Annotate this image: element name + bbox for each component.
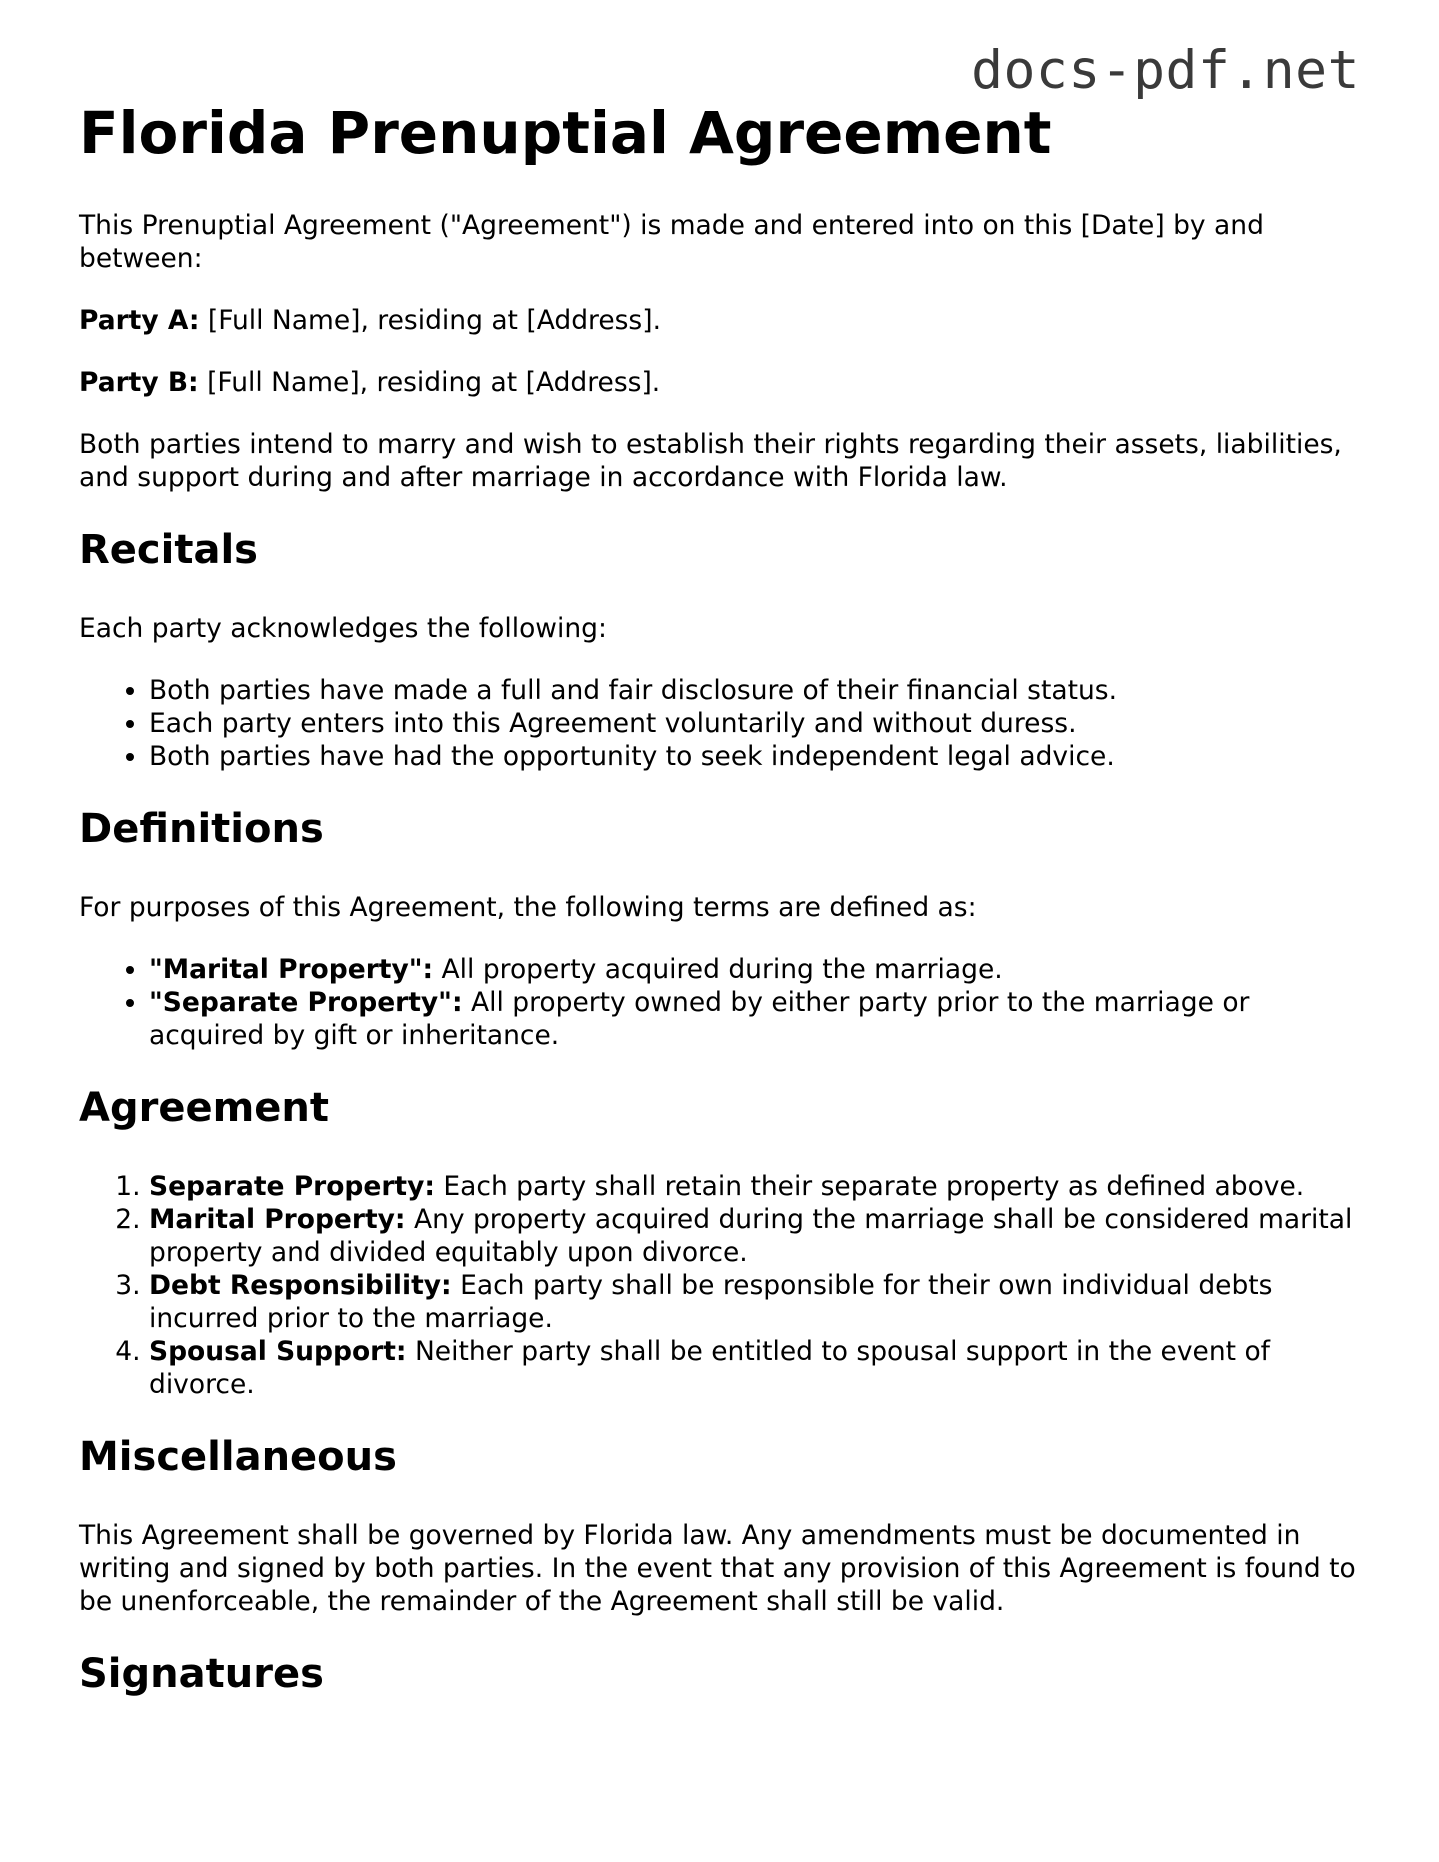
list-item	[149, 986, 1359, 1052]
definitions-lead: For purposes of this Agreement, the following terms are defined as:	[79, 891, 977, 923]
recitals-list	[79, 674, 1359, 773]
definition-text: All property owned by either party prior to the marriage or acquired by gift or inheritance.	[149, 986, 1250, 1051]
clause-text: Each party shall retain their separate property as defined above.	[434, 1170, 1305, 1202]
recitals-lead: Each party acknowledges the following:	[79, 612, 607, 644]
agreement-list	[79, 1170, 1359, 1401]
document-title: Florida Prenuptial Agreement	[79, 99, 1052, 167]
definition-term: "Separate Property":	[149, 986, 463, 1018]
party-a-label: Party A:	[79, 304, 200, 336]
list-item	[149, 953, 1359, 986]
clause-text: Neither party shall be entitled to spousal support in the event of divorce.	[149, 1335, 1270, 1400]
definitions-heading: Definitions	[79, 805, 324, 852]
intro-paragraph: This Prenuptial Agreement ("Agreement") is made and entered into on this [Date] by and between:	[79, 209, 1264, 274]
party-b-label: Party B:	[79, 366, 199, 398]
definitions-list	[79, 953, 1359, 1052]
watermark: docs-pdf.net	[971, 40, 1360, 101]
clause-text: Each party shall be responsible for their own individual debts incurred prior to the marriage.	[149, 1269, 1273, 1334]
party-a-line	[79, 304, 1359, 337]
list-item: • Each party enters into this Agreement voluntarily and without duress.	[149, 707, 1359, 740]
recitals-heading: Recitals	[79, 526, 258, 573]
definition-term: "Marital Property":	[149, 953, 434, 985]
list-item	[149, 1170, 1359, 1203]
list-item: • Both parties have made a full and fair disclosure of their financial status.	[149, 674, 1359, 707]
clause-term: Debt Responsibility:	[149, 1269, 452, 1301]
list-item	[149, 1203, 1359, 1269]
party-a-text: [Full Name], residing at [Address].	[199, 304, 662, 336]
list-item	[149, 1269, 1359, 1335]
miscellaneous-paragraph: This Agreement shall be governed by Florida law. Any amendments must be documented in writing and signed by both parties. In the event that any provision of this Agreement is found to be unenforceable, the remainder of the Agreement shall still be valid.	[79, 1519, 1356, 1617]
purpose-paragraph: Both parties intend to marry and wish to establish their rights regarding their assets, liabilities, and support during and after marriage in accordance with Florida law.	[79, 428, 1342, 493]
clause-text: Any property acquired during the marriage shall be considered marital property and divided equitably upon divorce.	[149, 1203, 1353, 1268]
miscellaneous-heading: Miscellaneous	[79, 1433, 397, 1480]
clause-term: Marital Property:	[149, 1203, 406, 1235]
definition-text: All property acquired during the marriage.	[433, 953, 1003, 985]
party-b-text: [Full Name], residing at [Address].	[198, 366, 661, 398]
list-item: • Both parties have had the opportunity to seek independent legal advice.	[149, 740, 1359, 773]
agreement-heading: Agreement	[79, 1084, 329, 1131]
signatures-heading: Signatures	[79, 1650, 324, 1697]
list-item	[149, 1335, 1359, 1401]
document-page	[79, 100, 1359, 1736]
clause-term: Spousal Support:	[149, 1335, 407, 1367]
party-b-line	[79, 366, 1359, 399]
clause-term: Separate Property:	[149, 1170, 435, 1202]
